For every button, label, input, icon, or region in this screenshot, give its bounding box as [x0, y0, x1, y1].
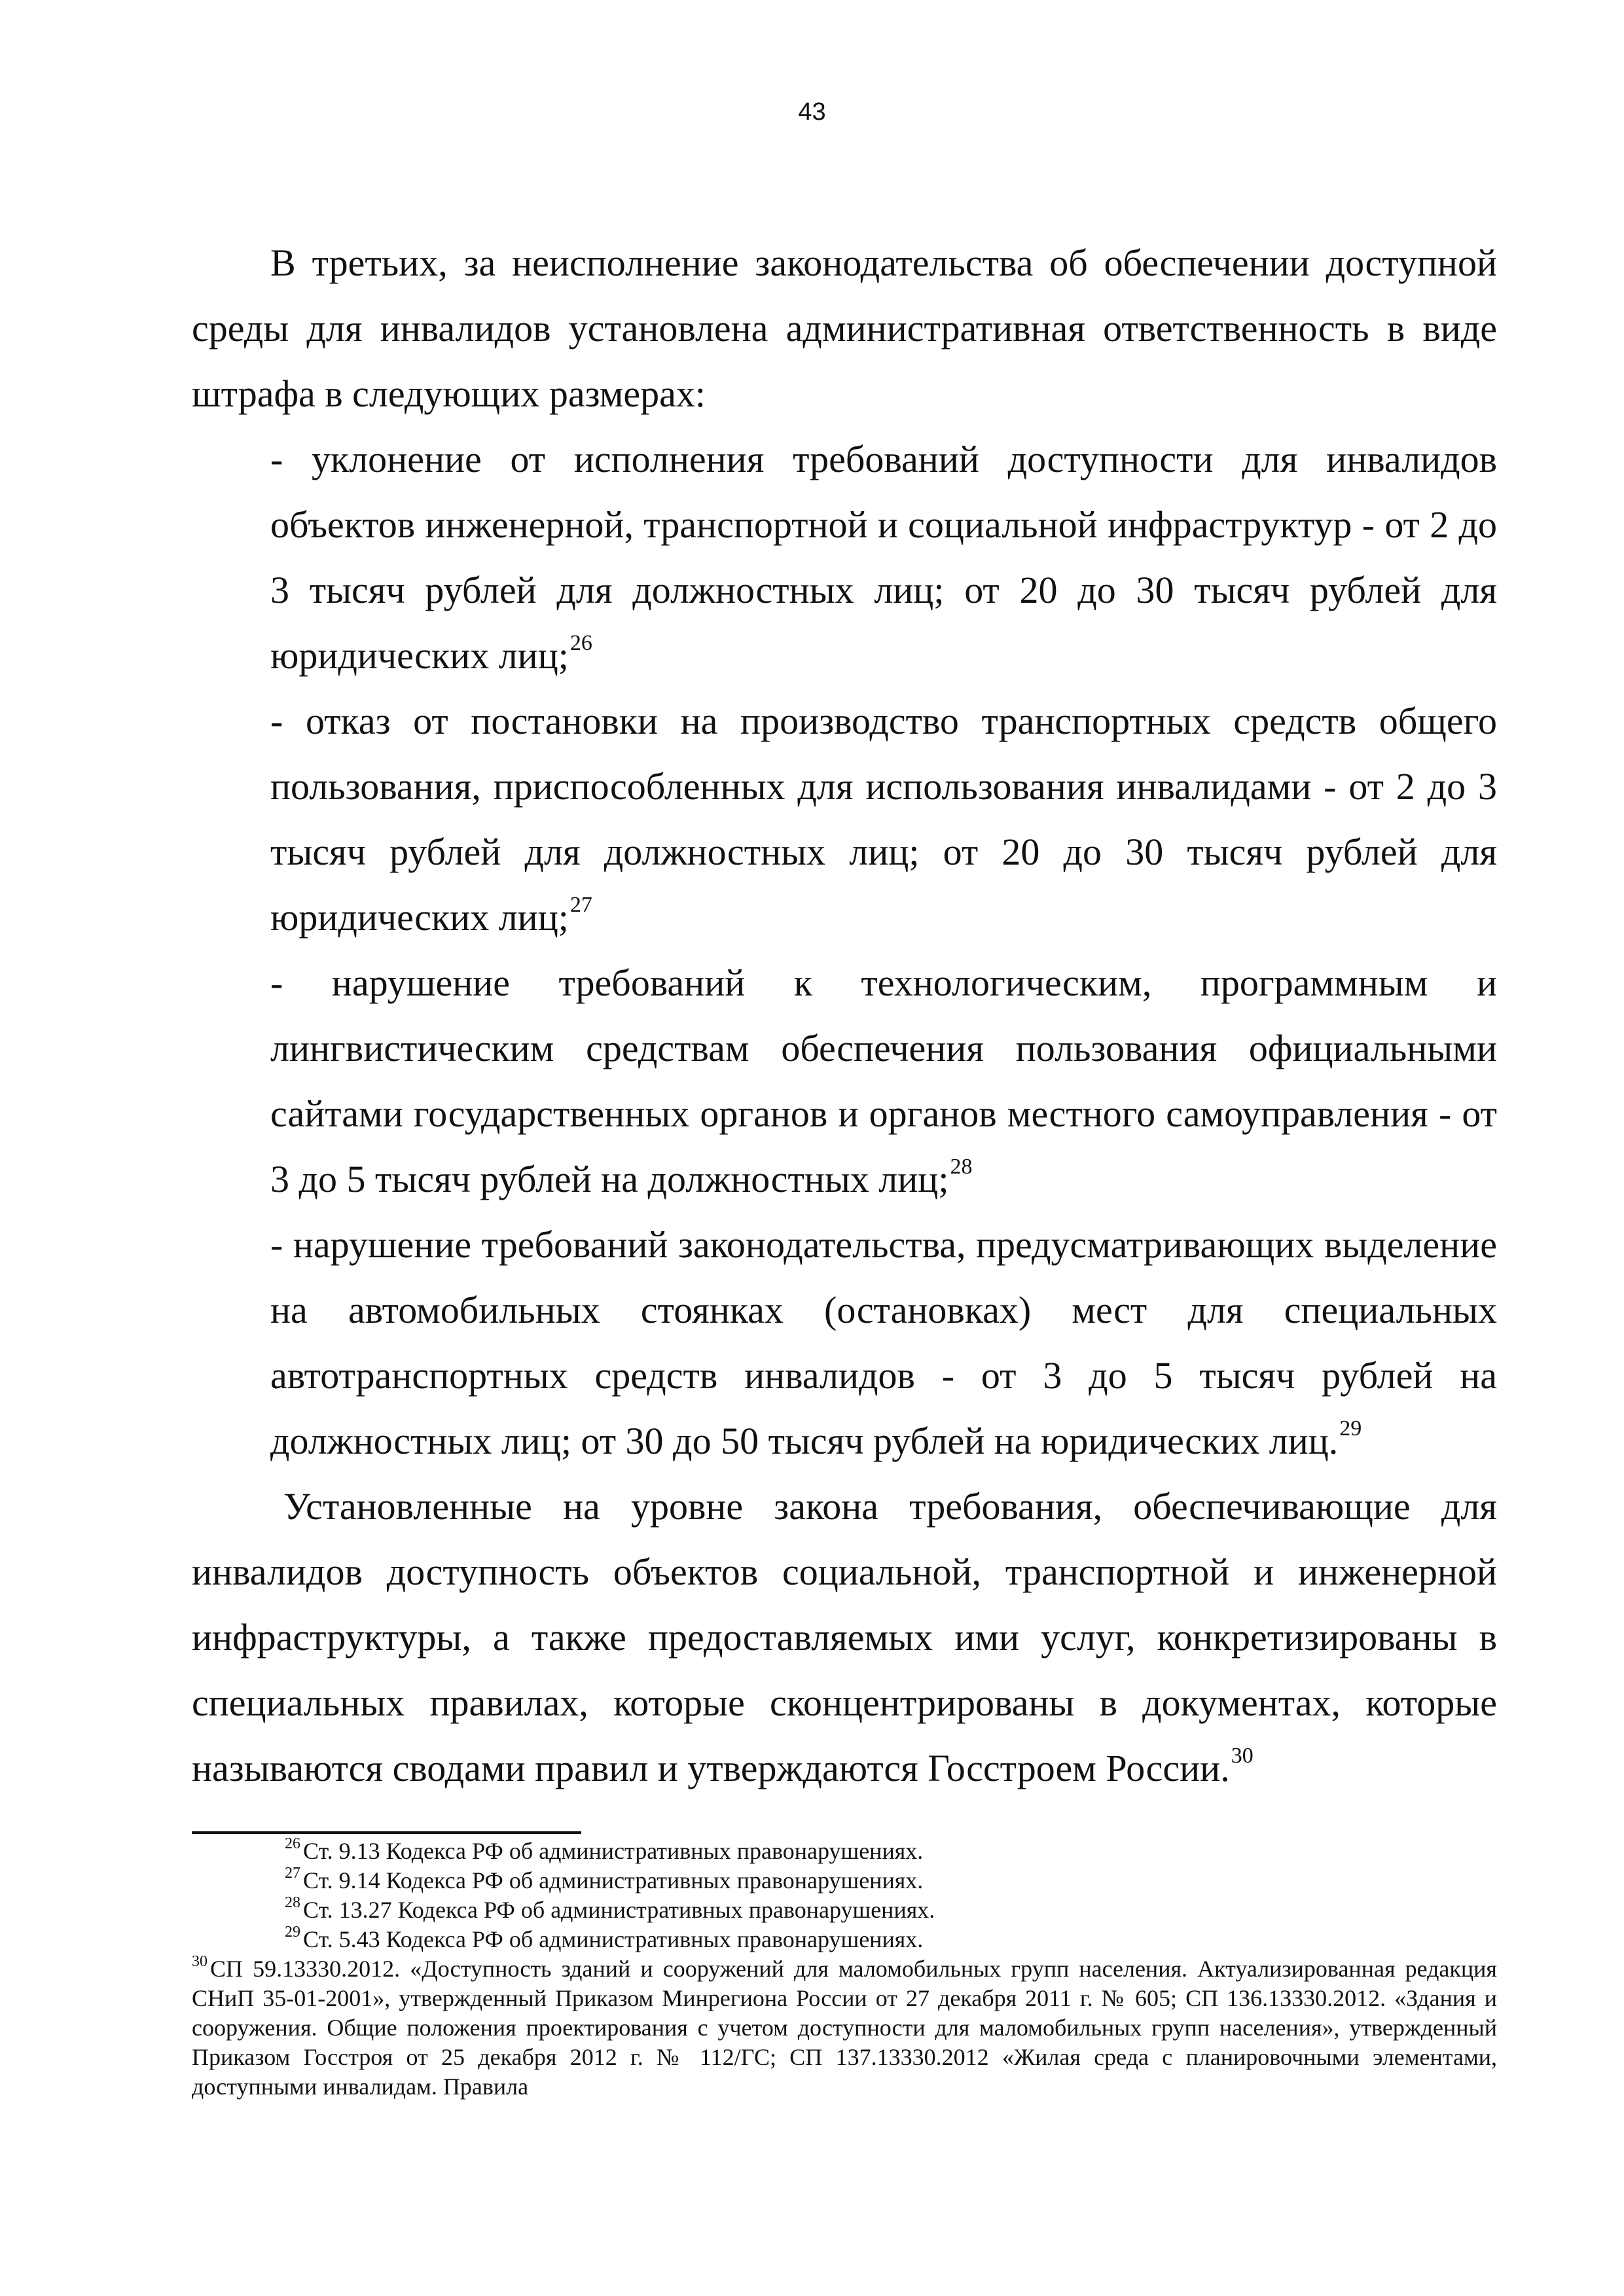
penalty-item-3-text: - нарушение требований к технологическим, программным и лингвистическим средствам обеспечения пользования официальными сайтами государственных органов и органов местного самоуправления - от 3 до 5 тысяч рублей на должностных лиц; [270, 961, 1497, 1200]
footnote-text: СП 59.13330.2012. «Доступность зданий и сооружений для маломобильных групп населения. Актуализированная редакция СНиП 35-01-2001», утвержденный Приказом Минрегиона России от 27 декабря 2011 г. № 605; СП 136.13330.2012. «Здания и сооружения. Общие положения проектирования с учетом доступности для маломобильных групп населения», утвержденный Приказом Госстроя от 25 декабря 2012 г. № 112/ГС; СП 137.13330.2012 «Жилая среда с планировочными элементами, доступными инвалидам. Правила [192, 1956, 1497, 2100]
footnote-27 [285, 1866, 1497, 1895]
footnote-26 [285, 1837, 1497, 1866]
footnote-text: Ст. 5.43 Кодекса РФ об административных правонарушениях. [303, 1926, 924, 1952]
footnote-number: 26 [285, 1835, 300, 1852]
penalty-item-4-text: - нарушение требований законодательства, предусматривающих выделение на автомобильных стоянках (остановках) мест для специальных автотранспортных средств инвалидов - от 3 до 5 тысяч рублей на должностных лиц; от 30 до 50 тысяч рублей на юридических лиц. [270, 1223, 1497, 1462]
footnote-text: Ст. 9.14 Кодекса РФ об административных правонарушениях. [303, 1867, 924, 1893]
footnote-ref-30: 30 [1231, 1744, 1254, 1768]
footnote-number: 27 [285, 1865, 300, 1882]
footnote-text: Ст. 13.27 Кодекса РФ об административных правонарушениях. [303, 1897, 935, 1923]
penalty-item-2-text: - отказ от постановки на производство транспортных средств общего пользования, приспособленных для использования инвалидами - от 2 до 3 тысяч рублей для должностных лиц; от 20 до 30 тысяч рублей для юридических лиц; [270, 700, 1497, 939]
penalty-item-1 [270, 427, 1497, 689]
footnotes [192, 1837, 1497, 2102]
footnote-separator [192, 1831, 581, 1834]
footnote-number: 30 [192, 1953, 208, 1970]
main-text [192, 230, 1497, 1801]
footnote-ref-26: 26 [569, 631, 592, 655]
footnote-29 [285, 1925, 1497, 1954]
intro-paragraph: В третьих, за неисполнение законодательства об обеспечении доступной среды для инвалидов установлена административная ответственность в виде штрафа в следующих размерах: [192, 242, 1497, 415]
footnote-ref-29: 29 [1339, 1416, 1362, 1441]
footnote-28 [285, 1895, 1497, 1925]
penalty-item-4 [270, 1212, 1497, 1474]
footnote-text: Ст. 9.13 Кодекса РФ об административных правонарушениях. [303, 1838, 924, 1864]
footnote-ref-28: 28 [950, 1155, 973, 1179]
penalty-item-2 [270, 689, 1497, 950]
footnote-ref-27: 27 [569, 893, 592, 917]
penalty-item-1-text: - уклонение от исполнения требований доступности для инвалидов объектов инженерной, транспортной и социальной инфраструктур - от 2 до 3 тысяч рублей для должностных лиц; от 20 до 30 тысяч рублей для юридических лиц; [270, 438, 1497, 677]
footnote-number: 29 [285, 1924, 300, 1941]
closing-paragraph [192, 1474, 1497, 1801]
footnote-number: 28 [285, 1894, 300, 1911]
closing-paragraph-text: Установленные на уровне закона требования, обеспечивающие для инвалидов доступность объектов социальной, транспортной и инженерной инфраструктуры, а также предоставляемых ими услуг, конкретизированы в специальных правилах, которые сконцентрированы в документах, которые называются сводами правил и утверждаются Госстроем России. [192, 1485, 1497, 1789]
footnote-30 [192, 1954, 1497, 2102]
page-number: 43 [798, 98, 826, 126]
penalty-item-3 [270, 950, 1497, 1212]
